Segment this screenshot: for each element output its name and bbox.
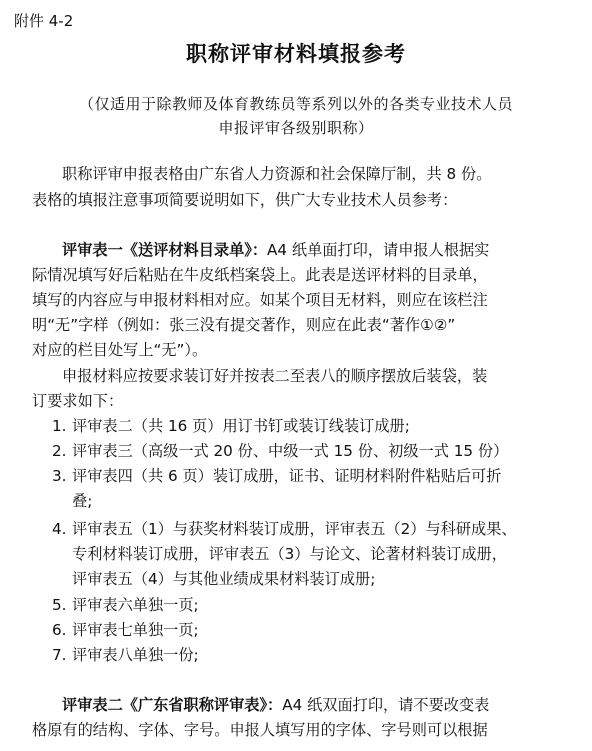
section1-line-5: 对应的栏目处写上“无”）。 xyxy=(32,341,208,359)
section1-line-1-text: A4 纸单面打印，请申报人根据实 xyxy=(267,241,490,259)
list-item-number: 2. xyxy=(52,442,67,460)
intro-line-2: 表格的填报注意事项简要说明如下，供广大专业技术人员参考： xyxy=(32,191,458,209)
list-item xyxy=(52,466,501,486)
section2-line-1 xyxy=(62,695,489,715)
list-item-text: 评审表八单独一份; xyxy=(72,646,199,664)
list-item-number: 5. xyxy=(52,596,67,614)
list-item-text: 评审表二（共 16 页）用订书钉或装订线装订成册; xyxy=(72,417,410,435)
binding-line-2: 订要求如下： xyxy=(32,392,124,410)
list-item-number: 4. xyxy=(52,520,67,538)
section2-heading: 评审表二《广东省职称评审表》： xyxy=(62,696,283,714)
intro-line-1: 职称评审申报表格由广东省人力资源和社会保障厅制，共 8 份。 xyxy=(62,165,492,183)
list-item-number: 3. xyxy=(52,467,67,485)
subtitle-line-2: 申报评审各级别职称） xyxy=(218,119,374,137)
list-item-text: 评审表六单独一页; xyxy=(72,596,199,614)
section1-line-2: 际情况填写好后粘贴在牛皮纸档案袋上。此表是送评材料的目录单， xyxy=(32,266,488,284)
list-item-continuation: 叠; xyxy=(72,492,93,510)
subtitle-line-1: （仅适用于除教师及体育教练员等系列以外的各类专业技术人员 xyxy=(78,95,513,113)
section1-line-4: 明“无”字样（例如：张三没有提交著作，则应在此表“著作①②” xyxy=(32,316,456,334)
list-item-text: 评审表五（1）与获奖材料装订成册，评审表五（2）与科研成果、 xyxy=(72,520,517,538)
list-item-text: 评审表三（高级一式 20 份、中级一式 15 份、初级一式 15 份） xyxy=(72,442,509,460)
list-item-text: 评审表四（共 6 页）装订成册，证书、证明材料附件粘贴后可折 xyxy=(72,467,502,485)
list-item xyxy=(52,416,410,436)
list-item-text: 评审表七单独一页; xyxy=(72,621,199,639)
section1-heading: 评审表一《送评材料目录单》： xyxy=(62,241,268,259)
list-item xyxy=(52,595,199,615)
list-item-number: 7. xyxy=(52,646,67,664)
binding-line-1: 申报材料应按要求装订好并按表二至表八的顺序摆放后装袋，装 xyxy=(62,367,488,385)
list-item-number: 1. xyxy=(52,417,67,435)
list-item-number: 6. xyxy=(52,621,67,639)
list-item-continuation: 专利材料装订成册，评审表五（3）与论文、论著材料装订成册， xyxy=(72,545,507,563)
section2-line-2: 格原有的结构、字体、字号。申报人填写用的字体、字号则可以根据 xyxy=(32,721,488,739)
section2-line-1-text: A4 纸双面打印，请不要改变表 xyxy=(282,696,490,714)
section1-line-3: 填写的内容应与申报材料相对应。如某个项目无材料，则应在该栏注 xyxy=(32,291,488,309)
list-item xyxy=(52,441,508,461)
list-item xyxy=(52,620,199,640)
list-item-continuation: 评审表五（4）与其他业绩成果材料装订成册; xyxy=(72,570,376,588)
attachment-label: 附件 4-2 xyxy=(14,12,74,30)
list-item xyxy=(52,645,199,665)
section1-line-1 xyxy=(62,240,489,260)
page-title: 职称评审材料填报参考 xyxy=(186,42,406,66)
list-item xyxy=(52,519,517,539)
